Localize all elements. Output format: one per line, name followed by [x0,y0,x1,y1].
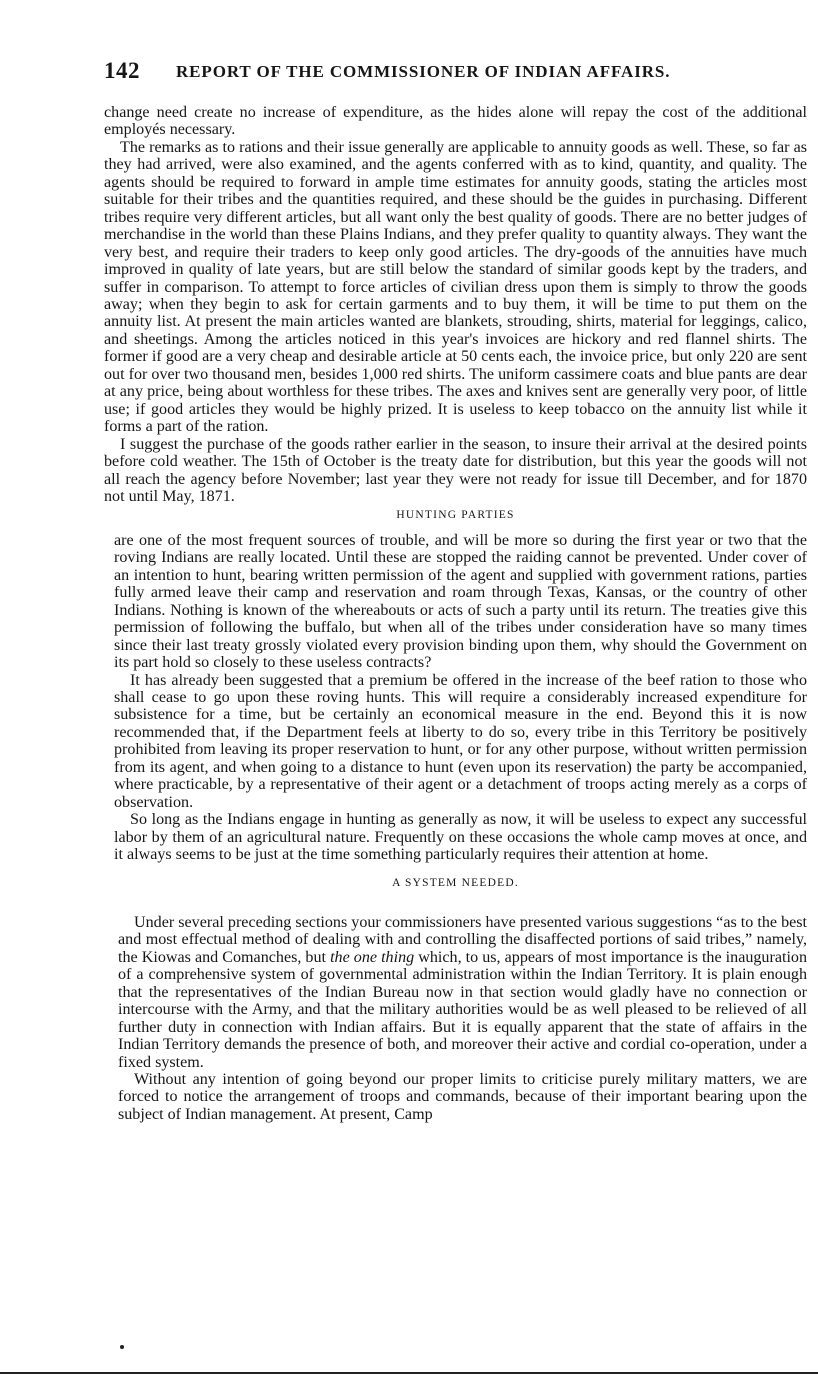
paragraph-annuity-goods: The remarks as to rations and their issue generally are applicable to annuity goods as well. These, so far as they had arrived, were also examined, and the agents conferred with as to kind, quantity, and quality. The agents should be required to forward in ample time estimates for annuity goods, stating the articles most suitable for their tribes and the quantities required, and these should be the guides in purchasing. Different tribes require very different articles, but all want only the best quality of goods. There are no better judges of merchandise in the world than these Plains Indians, and they prefer quality to quantity always. They want the very best, and require their traders to keep only good articles. The dry-goods of the annuities have much improved in quality of late years, but are still below the standard of similar goods kept by the traders, and suffer in comparison. To attempt to force articles of civilian dress upon them is simply to throw the goods away; when they begin to ask for certain garments and to buy them, it will be time to put them on the annuity list. At present the main articles wanted are blankets, strouding, shirts, material for leggings, calico, and sheetings. Among the articles noticed in this year's invoices are hickory and red flannel shirts. The former if good are a very cheap and desirable article at 50 cents each, the invoice price, but only 220 are sent out for over two thousand men, besides 1,000 red shirts. The uniform cassimere coats and blue pants are dear at any price, being about worthless for these tribes. The axes and knives sent are generally very poor, of little use; if good articles they would be highly prized. It is useless to keep tobacco on the annuity list while it forms a part of the ration. [104,138,807,436]
paragraph-text-part: which, to us, appears of most importance is the inauguration of a comprehensive system of governmental administration within the Indian Territory. It is plain enough that the representatives of the Indian Bureau now in that section would gladly have no connection or intercourse with the Army, and that the military authorities would be as well pleased to be relieved of all further duty in connection with Indian affairs. But it is equally apparent that the state of affairs in the Indian Territory demands the presence of both, and moreover their active and cordial co-operation, under a fixed system. [118,948,808,1071]
hunting-section [104,532,807,864]
paragraph-agricultural-labor: So long as the Indians engage in hunting as generally as now, it will be useless to expect any successful labor by them of an agricultural nature. Frequently on these occasions the whole camp moves at once, and it always seems to be just at the time something particularly requires their attention at home. [114,811,807,864]
emphasis-the-one-thing: the one thing [330,948,415,966]
paragraph-continuation: change need create no increase of expenditure, as the hides alone will repay the cost of the additional employés necessary. [104,104,807,139]
ink-speck [120,1345,124,1349]
paragraph-hunting-trouble: are one of the most frequent sources of trouble, and will be more so during the first year or two that the roving Indians are really located. Until these are stopped the raiding cannot be prevented. Under cover of an intention to hunt, bearing written permission of the agent and supplied with government rations, parties fully armed leave their camp and reservation and roam through Texas, Kansas, or the country of other Indians. Nothing is known of the whereabouts or acts of such a party until its return. The treaties give this permission of following the buffalo, but when all of the tribes under consideration have so many times since their last treaty grossly violated every provision binding upon them, why should the Government on its part hold so closely to these useless contracts? [114,531,807,672]
section-heading-system-needed: A SYSTEM NEEDED. [392,877,519,890]
paragraph-troop-arrangement: Without any intention of going beyond our proper limits to criticise purely military matters, we are forced to notice the arrangement of troops and commands, because of their important bearing upon the subject of Indian management. At present, Camp [118,1071,807,1123]
paragraph-purchase-timing: I suggest the purchase of the goods rather earlier in the season, to insure their arrival at the desired points before cold weather. The 15th of October is the treaty date for distribution, but this year the goods will not all reach the agency before November; last year they were not ready for issue till December, and for 1870 not until May, 1871. [104,435,807,505]
paragraph-beef-premium: It has already been suggested that a premium be offered in the increase of the beef ration to those who shall cease to go upon these roving hunts. This will require a considerably increased expenditure for subsistence for a time, but be certainly an economical measure in the end. Beyond this it is now recommended that, if the Department feels at liberty to do so, every tribe in this Territory be positively prohibited from leaving its proper reservation to hunt, or for any other purpose, without written permission from its agent, and when going to a distance to hunt (even upon its reservation) the party be accompanied, where practicable, by a representative of their agent or a detachment of troops acting merely as a corps of observation. [114,671,807,811]
paragraph-text-part: Under several preceding sections your commissioners have presented various suggestions “as to the best and most effectual method of dealing with and controlling the disaffected portions of said tribes,” namely, the Kiowas and Comanches, but [118,913,807,966]
body-text [104,104,807,1123]
system-section [104,914,807,1123]
page-number: 142 [104,58,140,83]
running-title: REPORT OF THE COMMISSIONER OF INDIAN AFFAIRS. [176,62,671,81]
page-bottom-edge [0,1372,818,1374]
paragraph-comprehensive-system [118,914,807,1071]
section-heading-hunting-parties: HUNTING PARTIES [396,509,515,522]
running-head [104,58,804,84]
